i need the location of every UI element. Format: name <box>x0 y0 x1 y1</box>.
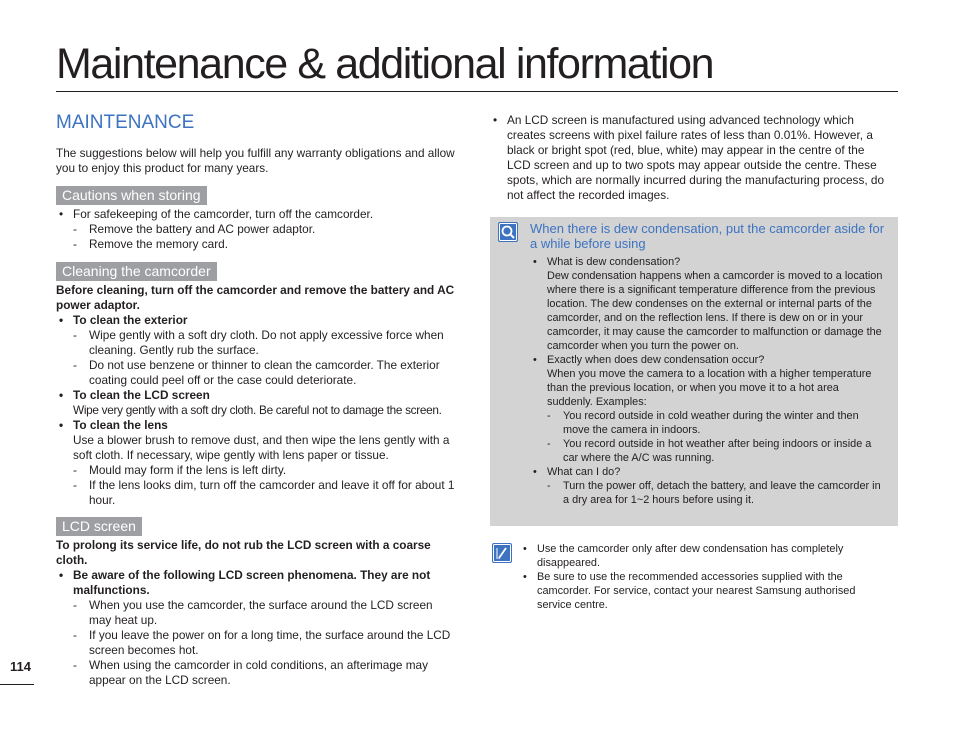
dew-list <box>530 255 886 507</box>
list-item: Wipe very gently with a soft dry cloth. Be careful not to damage the screen. <box>73 403 442 417</box>
lcd-screen-content <box>56 538 456 688</box>
list-item: • Exactly when does dew condensation occur? <box>530 353 886 367</box>
list-item: • To clean the LCD screen <box>56 388 466 403</box>
page-title: Maintenance & additional information <box>56 40 714 88</box>
list-item: • Be sure to use the recommended accessories supplied with the camcorder. For service, contact your nearest Samsung authorised service centre. <box>520 570 888 612</box>
magnifier-icon <box>498 222 518 242</box>
list-item: - Remove the battery and AC power adaptor. <box>56 222 456 237</box>
list-item: Dew condensation happens when a camcorder is moved to a location where there is a significant temperature difference from the previous location. The dew condenses on the external or internal parts of the camcorder, and on the reflection lens. If there is dew on or in your camcorder, it may cause the camcorder to malfunction or damage the camcorder when you turn the power on. <box>547 270 883 352</box>
list-item: • What is dew condensation? <box>530 255 886 269</box>
subheading-lcd-screen: LCD screen <box>56 517 142 536</box>
list-item: - Mould may form if the lens is left dirty. <box>56 463 466 478</box>
list-item: When you move the camera to a location with a higher temperature than the previous location, or when you move it to a hot area suddenly. Examples: <box>547 368 872 408</box>
list-item: • For safekeeping of the camcorder, turn off the camcorder. <box>56 207 456 222</box>
subheading-cleaning: Cleaning the camcorder <box>56 262 217 281</box>
list-item: - Remove the memory card. <box>56 237 456 252</box>
page-number-rule <box>0 684 34 685</box>
intro-text: The suggestions below will help you fulfill any warranty obligations and allow you to enjoy this product for many years. <box>56 146 455 175</box>
list-item: • Be aware of the following LCD screen phenomena. They are not malfunctions. <box>56 568 456 598</box>
list-item: Use a blower brush to remove dust, and then wipe the lens gently with a soft cloth. If necessary, wipe gently with lens paper or tissue. <box>73 433 450 462</box>
list-item: • To clean the exterior <box>56 313 466 328</box>
dew-title: When there is dew condensation, put the camcorder aside for a while before using <box>530 221 885 251</box>
notes-list <box>520 542 888 612</box>
list-item: • To clean the lens <box>56 418 466 433</box>
list-item: • Use the camcorder only after dew condensation has completely disappeared. <box>520 542 888 570</box>
list-item: - You record outside in cold weather during the winter and then move the camera in indoors. <box>530 409 886 437</box>
list-item: • An LCD screen is manufactured using advanced technology which creates screens with pixel failure rates of less than 0.01%. However, a black or bright spot (red, blue, white) may appear in the centre of the LCD screen and up to two spots may appear outside the centre. These spots, which are normally incurred during the manufacturing process, do not affect the recorded images. <box>490 113 890 203</box>
note-pencil-icon <box>492 543 512 563</box>
list-item: - You record outside in hot weather after being indoors or inside a car where the A/C was running. <box>530 437 886 465</box>
cleaning-content <box>56 283 466 508</box>
list-item: - Wipe gently with a soft dry cloth. Do not apply excessive force when cleaning. Gently rub the surface. <box>56 328 466 358</box>
list-item: • What can I do? <box>530 465 886 479</box>
list-item: - When you use the camcorder, the surface around the LCD screen may heat up. <box>56 598 456 628</box>
lcd-lead: To prolong its service life, do not rub the LCD screen with a coarse cloth. <box>56 538 431 567</box>
list-item: - Turn the power off, detach the battery, and leave the camcorder in a dry area for 1~2 hours before using it. <box>530 479 886 507</box>
list-item: - If the lens looks dim, turn off the camcorder and leave it off for about 1 hour. <box>56 478 466 508</box>
lcd-phenomena-list <box>490 113 890 203</box>
list-item: - Do not use benzene or thinner to clean the camcorder. The exterior coating could peel off or the case could deteriorate. <box>56 358 466 388</box>
title-divider <box>56 91 898 92</box>
cleaning-lead: Before cleaning, turn off the camcorder and remove the battery and AC power adaptor. <box>56 283 455 312</box>
subheading-cautions: Cautions when storing <box>56 186 207 205</box>
list-item: - If you leave the power on for a long time, the surface around the LCD screen becomes hot. <box>56 628 456 658</box>
cautions-list <box>56 207 456 252</box>
list-item: - When using the camcorder in cold conditions, an afterimage may appear on the LCD screen. <box>56 658 456 688</box>
section-heading: MAINTENANCE <box>56 112 195 133</box>
page-number: 114 <box>10 659 31 674</box>
